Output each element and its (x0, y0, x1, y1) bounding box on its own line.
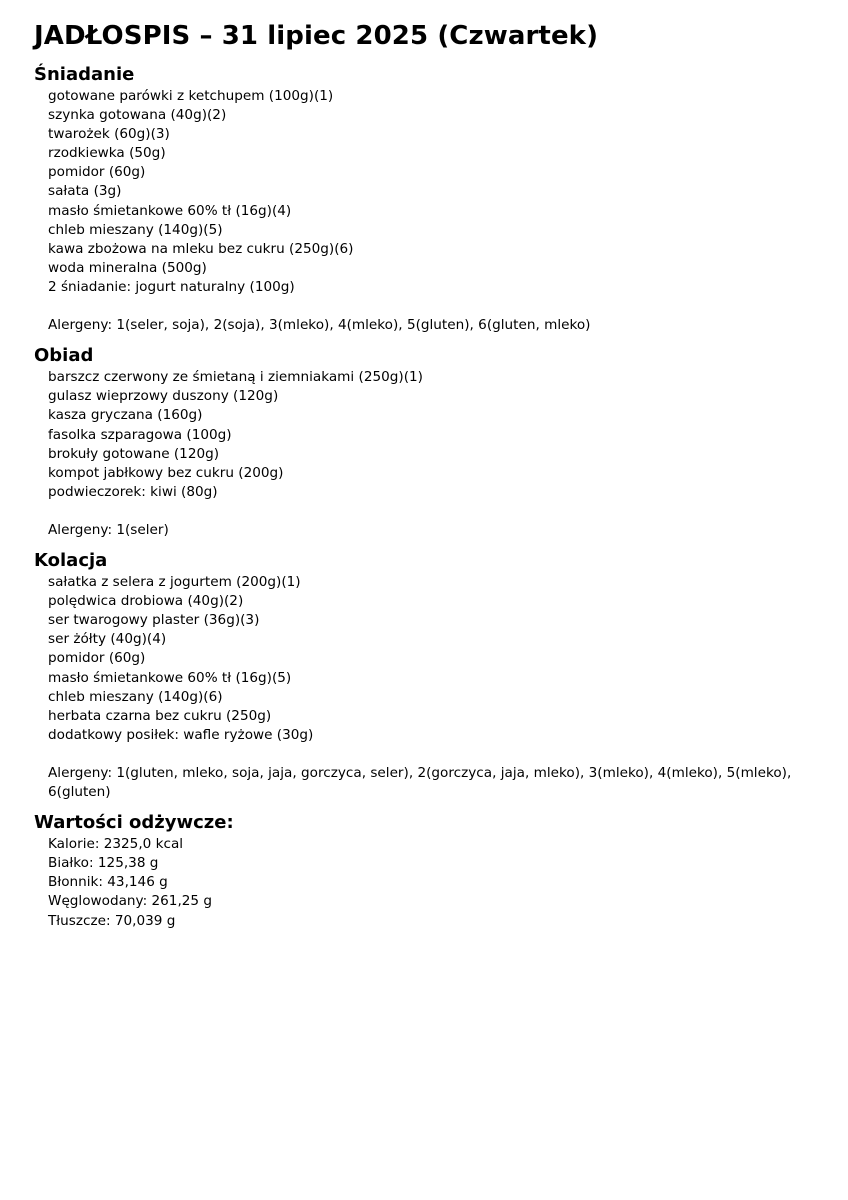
section-heading: Obiad (34, 345, 94, 367)
lunch-list (34, 368, 814, 502)
dinner-section (34, 549, 814, 802)
nutrition-value: Białko: 125,38 g (48, 855, 159, 872)
list-item: gotowane parówki z ketchupem (100g)(1) (48, 88, 334, 104)
allergens-note: Alergeny: 1(seler) (48, 521, 169, 538)
list-item: 2 śniadanie: jogurt naturalny (100g) (48, 278, 295, 295)
list-item: masło śmietankowe 60% tł (16g)(4) (48, 202, 292, 219)
nutrition-value: Tłuszcze: 70,039 g (48, 912, 176, 929)
list-item: dodatkowy posiłek: wafle ryżowe (30g) (48, 726, 314, 743)
list-item: brokuły gotowane (120g) (48, 445, 220, 462)
list-item: pomidor (60g) (48, 650, 146, 667)
dinner-list (34, 573, 814, 745)
allergens-note: Alergeny: 1(seler, soja), 2(soja), 3(mleko), 4(mleko), 5(gluten), 6(gluten, mleko) (48, 317, 591, 334)
section-heading: Kolacja (34, 550, 108, 572)
breakfast-section (34, 63, 814, 335)
nutrition-value: Kalorie: 2325,0 kcal (48, 836, 184, 853)
menu-document (34, 18, 814, 931)
list-item: woda mineralna (500g) (48, 259, 207, 276)
list-item: fasolka szparagowa (100g) (48, 426, 232, 443)
list-item: chleb mieszany (140g)(5) (48, 221, 223, 238)
list-item: twarożek (60g)(3) (48, 126, 170, 143)
breakfast-list (34, 87, 814, 297)
list-item: sałatka z selera z jogurtem (200g)(1) (48, 574, 301, 591)
list-item: barszcz czerwony ze śmietaną i ziemniakami (250g)(1) (48, 369, 423, 386)
allergens-note: Alergeny: 1(gluten, mleko, soja, jaja, gorczyca, seler), 2(gorczyca, jaja, mleko), 3(mleko), 4(mleko), 5(mleko), 6(gluten) (48, 765, 792, 801)
list-item: gulasz wieprzowy duszony (120g) (48, 388, 279, 405)
list-item: ser twarogowy plaster (36g)(3) (48, 612, 260, 629)
list-item: ser żółty (40g)(4) (48, 631, 167, 648)
list-item: masło śmietankowe 60% tł (16g)(5) (48, 669, 292, 686)
lunch-section (34, 344, 814, 540)
list-item: pomidor (60g) (48, 164, 146, 181)
nutrition-value: Węglowodany: 261,25 g (48, 893, 213, 910)
nutrition-list (34, 835, 814, 930)
list-item: kasza gryczana (160g) (48, 407, 203, 424)
section-heading: Wartości odżywcze: (34, 812, 234, 834)
list-item: rzodkiewka (50g) (48, 145, 166, 162)
list-item: kawa zbożowa na mleku bez cukru (250g)(6) (48, 240, 354, 257)
list-item: polędwica drobiowa (40g)(2) (48, 593, 244, 610)
nutrition-value: Błonnik: 43,146 g (48, 874, 168, 891)
list-item: sałata (3g) (48, 183, 122, 200)
list-item: herbata czarna bez cukru (250g) (48, 707, 272, 724)
page-title: JADŁOSPIS – 31 lipiec 2025 (Czwartek) (34, 21, 599, 51)
list-item: podwieczorek: kiwi (80g) (48, 483, 218, 500)
nutrition-section (34, 811, 814, 930)
list-item: chleb mieszany (140g)(6) (48, 688, 223, 705)
list-item: szynka gotowana (40g)(2) (48, 107, 227, 124)
section-heading: Śniadanie (34, 64, 135, 85)
list-item: kompot jabłkowy bez cukru (200g) (48, 464, 284, 481)
